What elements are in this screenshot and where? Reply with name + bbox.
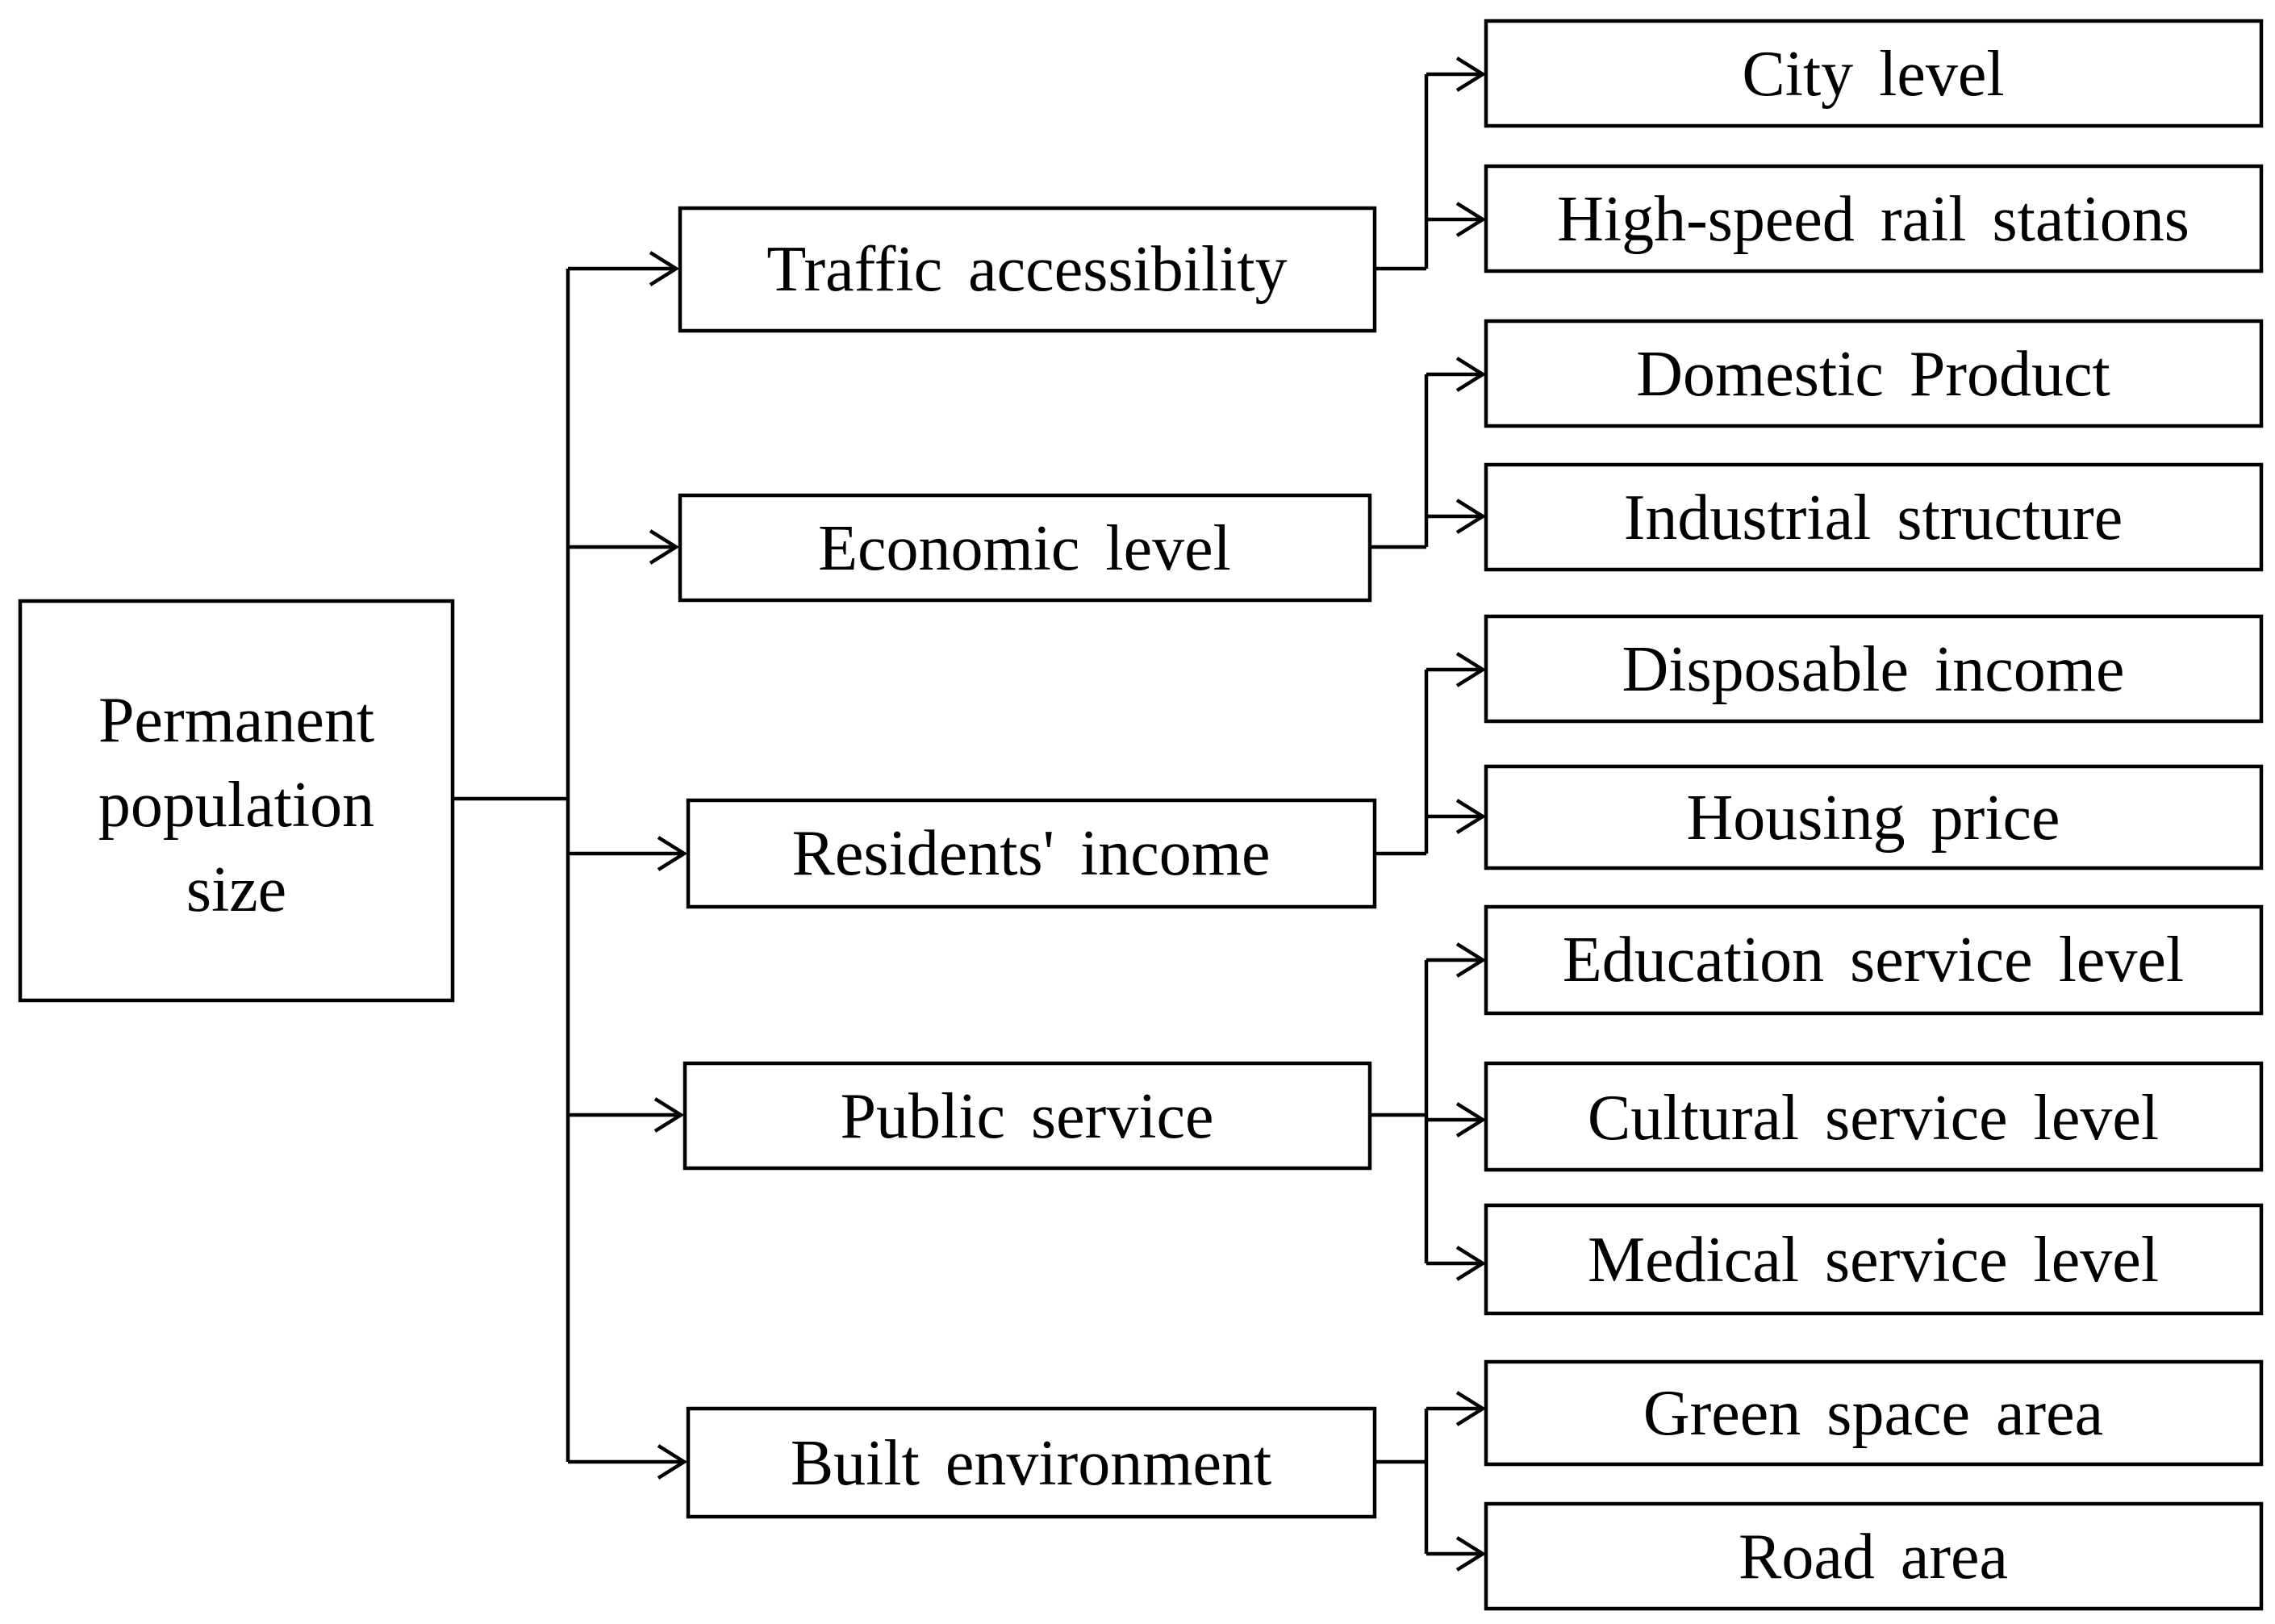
indicator-label: City level — [1742, 39, 2005, 110]
indicator-node-domestic-product — [1486, 321, 2261, 426]
root-node — [20, 601, 453, 1000]
indicator-node-green-space-area — [1486, 1362, 2261, 1464]
indicator-node-city-level — [1486, 21, 2261, 126]
indicator-label: Housing price — [1686, 783, 2060, 854]
category-node-traffic-accessibility — [680, 208, 1375, 331]
indicator-label: High-speed rail stations — [1557, 184, 2189, 255]
connector-economic-branch — [1370, 374, 1426, 547]
category-node-economic-level — [680, 495, 1370, 600]
indicator-label: Green space area — [1643, 1378, 2104, 1449]
connector-built-environment-branch — [1375, 1409, 1426, 1554]
indicator-label: Disposable income — [1622, 634, 2125, 705]
category-node-public-service — [685, 1063, 1370, 1168]
category-label: Traffic accessibility — [766, 234, 1288, 305]
indicator-label: Domestic Product — [1636, 339, 2110, 410]
indicator-label: Medical service level — [1587, 1225, 2160, 1296]
indicator-node-cultural-service-level — [1486, 1063, 2261, 1170]
category-label: Public service — [840, 1081, 1214, 1152]
indicator-node-disposable-income — [1486, 616, 2261, 721]
category-node-built-environment — [688, 1409, 1375, 1517]
indicator-label: Cultural service level — [1587, 1083, 2160, 1154]
category-label: Residents' income — [791, 818, 1271, 889]
connector-traffic-branch — [1375, 74, 1426, 269]
connector-public-service-branch — [1370, 960, 1426, 1263]
indicator-label: Industrial structure — [1623, 482, 2123, 553]
connector-income-branch — [1375, 670, 1426, 854]
indicator-node-education-service-level — [1486, 907, 2261, 1013]
root-label-line-3: size — [186, 854, 287, 925]
category-label: Economic level — [818, 513, 1231, 584]
root-label-line-2: population — [98, 770, 375, 841]
indicator-node-housing-price — [1486, 766, 2261, 868]
indicator-node-industrial-structure — [1486, 465, 2261, 570]
category-node-residents-income — [688, 800, 1375, 907]
indicator-label: Education service level — [1562, 925, 2185, 996]
indicator-node-medical-service-level — [1486, 1205, 2261, 1313]
indicator-label: Road area — [1738, 1522, 2009, 1593]
indicator-node-high-speed-rail-stations — [1486, 166, 2261, 271]
root-label-line-1: Permanent — [98, 685, 375, 756]
category-label: Built environment — [790, 1428, 1272, 1499]
indicator-node-road-area — [1486, 1504, 2261, 1609]
